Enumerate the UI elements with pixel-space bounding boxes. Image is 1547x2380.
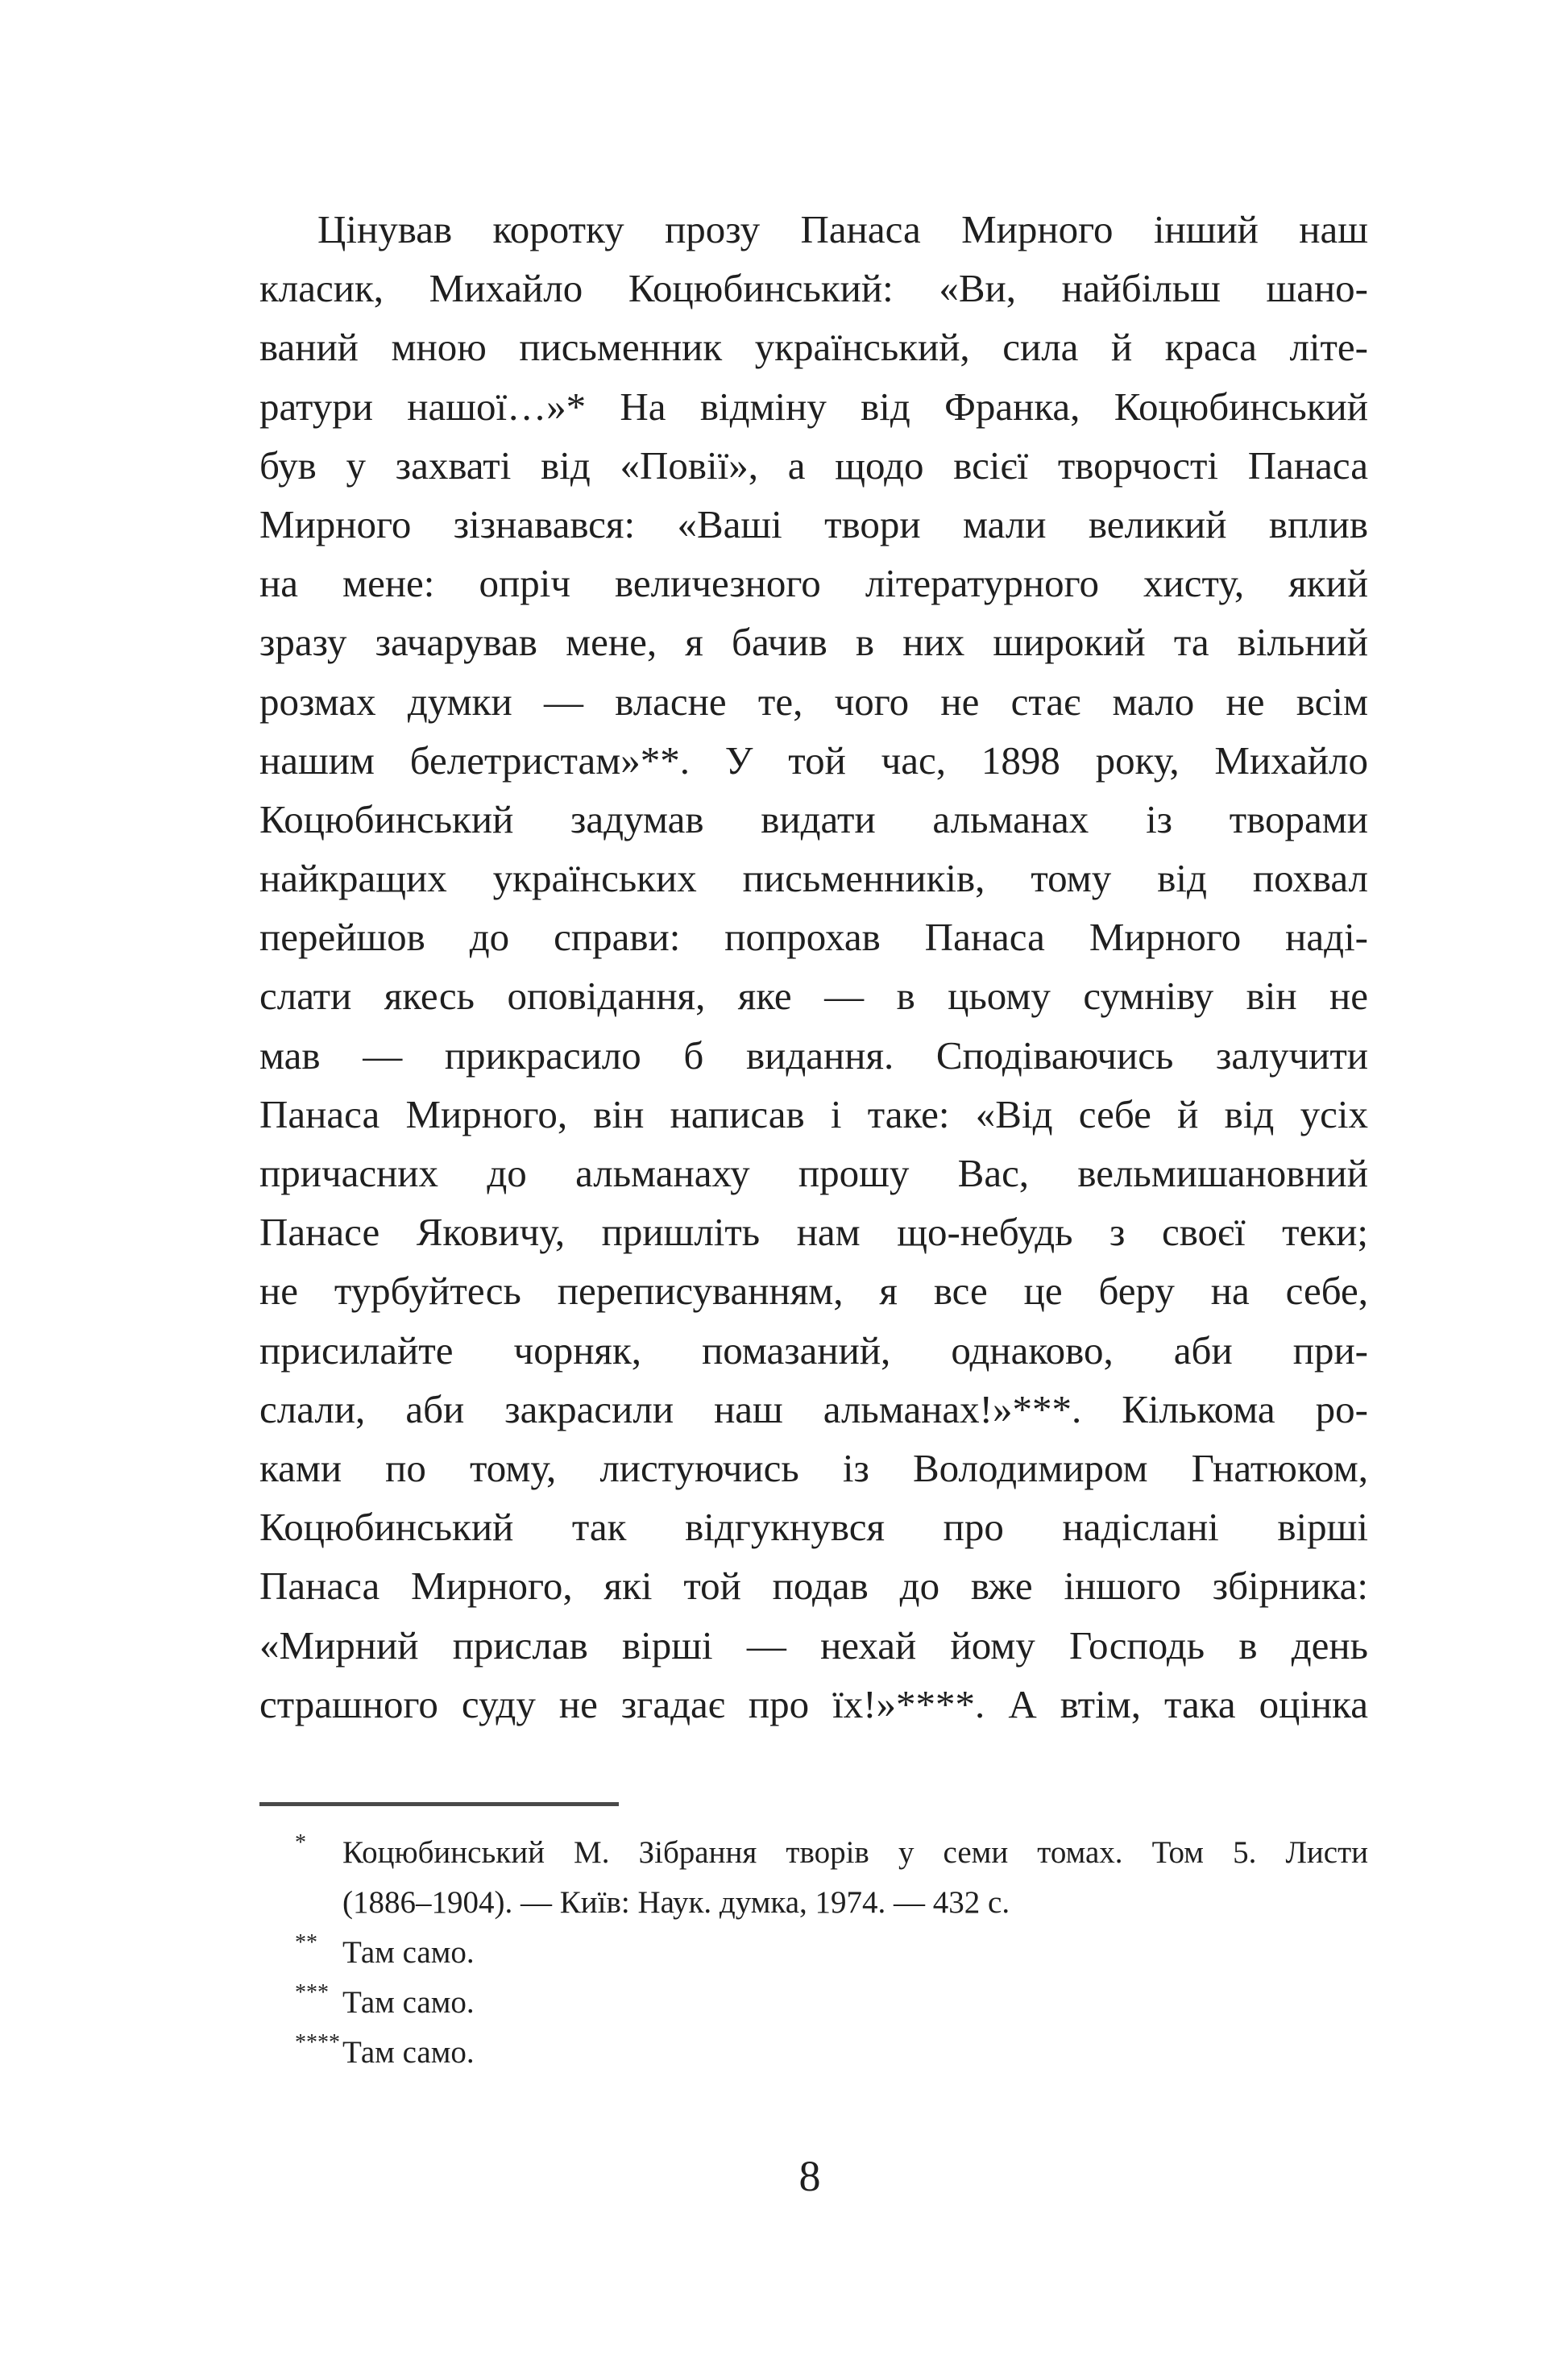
footnote-text: Коцюбинський М. Зібрання творів у семи томах. Том 5. Листи <box>342 1835 1368 1870</box>
text-line: зразу зачарував мене, я бачив в них широкий та вільний <box>259 620 1368 665</box>
text-line: слали, аби закрасили наш альманах!»***. Кількома ро- <box>259 1386 1368 1431</box>
footnote-item <box>259 2028 1368 2078</box>
text-line: класик, Михайло Коцюбинський: «Ви, найбільш шано- <box>259 266 1368 311</box>
footnote-mark: ** <box>295 1930 317 1955</box>
footnote-text: Там само. <box>342 1935 475 1970</box>
footnote-mark: * <box>295 1830 306 1855</box>
text-line: мав — прикрасило б видання. Сподіваючись залучити <box>259 1032 1368 1078</box>
text-line: на мене: опріч величезного літературного хисту, який <box>259 561 1368 606</box>
text-line: Панаса Мирного, які той подав до вже іншого збірника: <box>259 1564 1368 1609</box>
text-line: був у захваті від «Повії», а щодо всієї творчості Панаса <box>259 442 1368 488</box>
text-line: Коцюбинський задумав видати альманах із творами <box>259 796 1368 841</box>
footnote-mark: *** <box>295 1980 329 2005</box>
text-line: Коцюбинський так відгукнувся про надіслані вірші <box>259 1505 1368 1550</box>
footnote-continuation <box>259 1878 1368 1928</box>
footnote-item <box>259 1828 1368 1878</box>
footnote-text: Там само. <box>342 1985 475 2020</box>
text-line: найкращих українських письменників, тому від похвал <box>259 856 1368 901</box>
text-line: Панаса Мирного, він написав і таке: «Від себе й від усіх <box>259 1091 1368 1136</box>
footnote-item <box>259 1978 1368 2028</box>
footnote-text: Там само. <box>342 2035 475 2070</box>
body-text <box>259 200 1368 1734</box>
footnote-mark: **** <box>295 2030 340 2055</box>
text-line: «Мирний прислав вірші — нехай йому Господь в день <box>259 1622 1368 1668</box>
footnote-item <box>259 1928 1368 1978</box>
text-line: страшного суду не згадає про їх!»****. А втім, така оцінка <box>259 1681 1368 1726</box>
text-line: не турбуйтесь переписуванням, я все це беру на себе, <box>259 1269 1368 1314</box>
text-line: розмах думки — власне те, чого не стає мало не всім <box>259 679 1368 724</box>
text-line: нашим белетристам»**. У той час, 1898 року, Михайло <box>259 737 1368 783</box>
text-line: присилайте чорняк, помазаний, однаково, аби при- <box>259 1327 1368 1373</box>
text-line: Цінував коротку прозу Панаса Мирного інший наш <box>317 207 1368 251</box>
text-line: ками по тому, листуючись із Володимиром Гнатюком, <box>259 1445 1368 1490</box>
footnote-divider <box>259 1802 619 1806</box>
text-line: причасних до альманаху прошу Вас, вельмишановний <box>259 1151 1368 1195</box>
text-line: ратури нашої…»* На відміну від Франка, Коцюбинський <box>259 384 1368 429</box>
text-line: Мирного зізнавався: «Ваші твори мали великий вплив <box>259 501 1368 546</box>
footnotes <box>259 1828 1368 2078</box>
text-line: Панасе Яковичу, пришліть нам що-небудь з своєї теки; <box>259 1210 1368 1255</box>
text-line: перейшов до справи: попрохав Панаса Мирного наді- <box>259 915 1368 960</box>
text-line: ваний мною письменник український, сила й краса літе- <box>259 325 1368 370</box>
page-number: 8 <box>798 2152 821 2200</box>
footnote-text: (1886–1904). — Київ: Наук. думка, 1974. — 432 с. <box>342 1885 1010 1920</box>
text-line: слати якесь оповідання, яке — в цьому сумніву він не <box>259 974 1368 1019</box>
